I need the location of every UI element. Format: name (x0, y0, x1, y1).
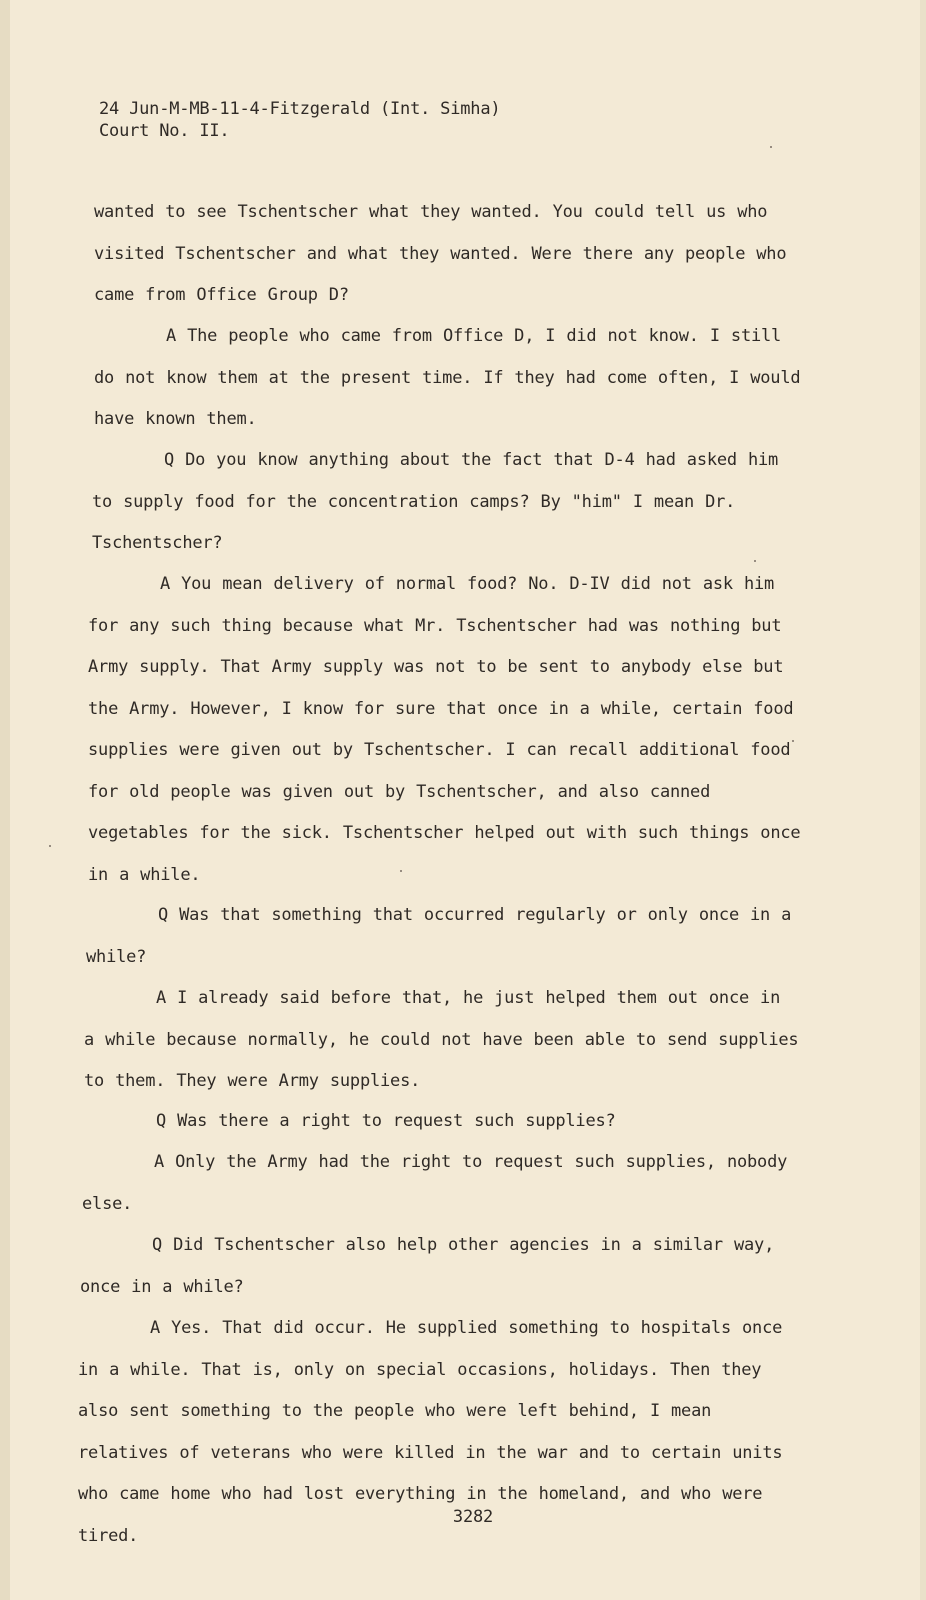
paragraph-question: Q Was there a right to request such supplies? (156, 1111, 616, 1131)
header-court-number: Court No. II. (99, 121, 230, 141)
paragraph-answer: A The people who came from Office D, I did not know. I still do not know them at the present time. If they had come often, I would have known them. (94, 326, 801, 429)
paragraph-question: Q Did Tschentscher also help other agencies in a similar way, once in a while? (80, 1235, 775, 1297)
paragraph-continuation: wanted to see Tschentscher what they wanted. You could tell us who visited Tschentscher and what they wanted. Were there any people who came from Office Group D? (94, 202, 787, 305)
page-number: 3282 (452, 1507, 494, 1527)
paragraph-answer: A Only the Army had the right to request such supplies, nobody else. (82, 1152, 788, 1214)
paper-speck (770, 146, 772, 148)
paper-speck (49, 845, 51, 847)
paragraph-question: Q Do you know anything about the fact that D-4 had asked him to supply food for the concentration camps? By "him" I mean Dr. Tschentscher? (92, 450, 779, 553)
paper-speck (400, 870, 402, 872)
paragraph-answer: A I already said before that, he just helped them out once in a while because normally, he could not have been able to send supplies to them. They were Army supplies. (84, 988, 799, 1091)
document-header (99, 98, 500, 142)
paper-speck (754, 560, 756, 562)
paragraph-answer: A Yes. That did occur. He supplied something to hospitals once in a while. That is, only on special occasions, holidays. Then they also sent something to the people who were left behind, I mean relatives of veterans who were killed in the war and to certain units who came home who had lost everything in the homeland, and who were tired. (78, 1318, 783, 1546)
paragraph-answer: A You mean delivery of normal food? No. D-IV did not ask him for any such thing because what Mr. Tschentscher had was nothing but Army supply. That Army supply was not to be sent to anybody else but the Army. However, I know for sure that once in a while, certain food supplies were given out by Tschentscher. I can recall additional food for old people was given out by Tschentscher, and also canned vegetables for the sick. Tschentscher helped out with such things once in a while. (88, 574, 801, 885)
paper-speck (792, 740, 794, 742)
paragraph-question: Q Was that something that occurred regularly or only once in a while? (86, 905, 792, 967)
header-transcript-reference: 24 Jun-M-MB-11-4-Fitzgerald (Int. Simha) (99, 99, 501, 119)
